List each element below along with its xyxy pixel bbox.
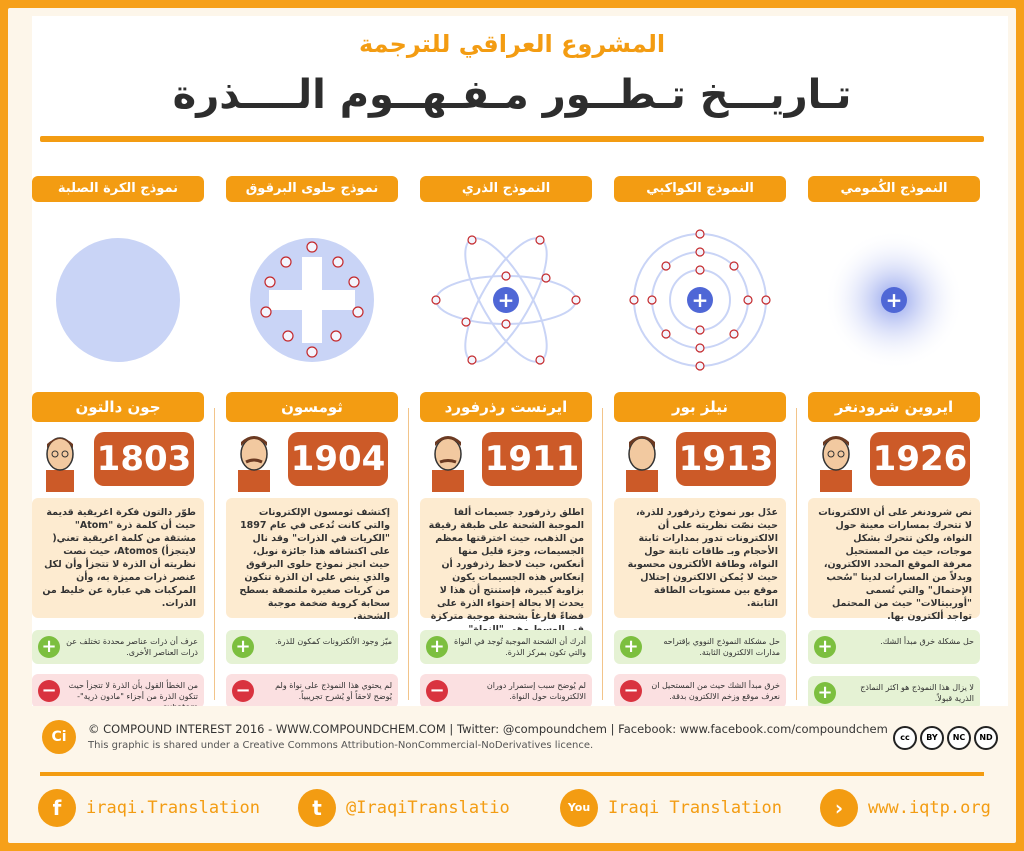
column-divider [602,408,603,700]
solid-sphere-diagram [32,202,204,392]
advantage-box: + عرف أن ذرات عناصر محددة تختلف عن ذرات العناصر الأخرى. [32,630,204,664]
page-title: تـاريـــخ تـطــور مـفـهــوم الــــذرة [172,72,852,118]
year-badge: 1803 [94,432,194,486]
thomson-portrait-icon [232,432,276,492]
scientist-name: جون دالتون [32,392,204,422]
credit-bar [32,706,1008,768]
year-badge: 1913 [676,432,776,486]
plus-icon: + [814,682,836,704]
cc-nd-icon: ND [974,726,998,750]
column-divider [408,408,409,700]
facebook-icon: f [38,789,76,827]
header-subtitle: المشروع العراقي للترجمة [358,30,666,58]
cc-nc-icon: NC [947,726,971,750]
scientist-name: نيلز بور [614,392,786,422]
scientist-name: ايرنست رذرفورد [420,392,592,422]
page-frame [8,8,1016,843]
advantage-box: + لا يزال هذا النموذج هو اكثر النماذج الذرية قبولاً. [808,676,980,710]
advantage-box: + حل مشكلة النموذج النووي بإقتراحه مدارات الالكترون الثابتة. [614,630,786,664]
planetary-model-diagram [614,202,786,392]
model-column-rutherford [420,176,592,708]
plus-icon: + [426,636,448,658]
website-link[interactable]: › www.iqtp.org [820,786,991,830]
svg-text:+: + [497,288,515,312]
model-label: نموذج الكرة الصلبة [32,176,204,202]
model-label: النموذج الكواكبي [614,176,786,202]
svg-text:+: + [691,288,709,312]
scientist-name: ايروين شرودنغر [808,392,980,422]
plus-icon: + [232,636,254,658]
dalton-portrait-icon [38,432,82,492]
limitation-box: − من الخطأ القول بأن الذرة لا تتجزأ حيث تتكون الذرة من أجزاء "مادون ذرية"- [32,674,204,708]
header-divider [40,136,984,142]
plum-pudding-diagram [226,202,398,392]
facebook-link[interactable]: f iraqi.Translation [38,786,260,830]
advantage-box: + ميّز وجود الألكترونات كمكون للذرة. [226,630,398,664]
year-badge: 1904 [288,432,388,486]
year-badge: 1926 [870,432,970,486]
minus-icon: − [232,680,254,702]
limitation-box: − لم يُوضح سبب إستمرار دوران الالكترونات حول النواة. [420,674,592,708]
model-description: إكتشف ثومسون الإلكترونات والتي كانت تُدعى في عام 1897 "الكريات في الذرات" وقد نال على اكتشافه هذا جائزة نوبل، حيث انجز نموذج حلوى البرقوق والذي ينص على ان الذرة تتكون من كريات صغيرة ملتصقة بسطح سحابة كروية ضخمة موجبة الشحنة. [226,498,398,618]
licence-line: This graphic is shared under a Creative Commons Attribution-NonCommercial-NoDerivatives licence. [88,740,594,751]
model-description: طوّر دالتون فكرة اغريقية قديمة حيث أن كلمة ذرة "Atom" مشتقة من كلمة اغريقية تعني( لايتجزأ) Atomos، حيث نصت نظريته أن الذرة لا تتجزأ وأن لكل عنصر ذرات مميزة به، وأن المركبات هي عبارة عن خليط من الذرات. [32,498,204,618]
bohr-portrait-icon [620,432,664,492]
plus-icon: + [620,636,642,658]
advantage-box: + أدرك أن الشحنة الموجبة تُوجد في النواة والتي تكون بمركز الذرة. [420,630,592,664]
column-divider [796,408,797,700]
youtube-icon: You [560,789,598,827]
year-badge: 1911 [482,432,582,486]
model-label: النموذج الذري [420,176,592,202]
limitation-box: − خرق مبدأ الشك حيث من المستحيل ان نعرف موقع وزخم الالكترون بدقة. [614,674,786,708]
plus-icon: + [38,636,60,658]
minus-icon: − [620,680,642,702]
svg-text:+: + [885,288,903,312]
rutherford-portrait-icon [426,432,470,492]
footer-divider [40,772,984,776]
twitter-icon: t [298,789,336,827]
model-description: اطلق رذرفورد جسيمات ألفا الموجبة الشحنة على طبقة رقيقة من الذهب، حيث اخترقتها معظم الجسيمات، وجزء قليل منها أنعكس، حيث لاحظ رذرفورد أن إنعكاس هذه الجسيمات يكون بزاوية كبيرة، فإستنتج أن هذا لا يحدث إلا بحالة إحتواء الذرة على فضاءً فارغاً بشحنة موجبة متركزة [420,498,592,618]
compound-interest-logo: Ci [42,720,76,754]
model-column-thomson [226,176,398,708]
plus-icon: + [814,636,836,658]
youtube-link[interactable]: You Iraqi Translation [560,786,782,830]
creative-commons-badges [893,726,998,750]
limitation-box: − لم يحتوي هذا النموذج على نواة ولم يُوضح لاحقاً أو يُشرح تجريبياً. [226,674,398,708]
model-description: نص شرودنغر على أن الالكترونات لا تتحرك بمسارات معينة حول النواة، ولكن تتحرك بشكل موجات، حيث من المستحيل معرفة الموقع المحدد الالكترون، وبدلاً من المسارات لدينا "سُحب الإحتمال" والتي تُسمى "أوربيتالات" حيث من المحتمل تواجد ألكترون بها. [808,498,980,618]
arrow-right-icon: › [820,789,858,827]
cc-by-icon: BY [920,726,944,750]
model-column-dalton [32,176,204,708]
twitter-link[interactable]: t @IraqiTranslatio [298,786,510,830]
model-label: نموذج حلوى البرقوق [226,176,398,202]
advantage-box: + حل مشكلة خرق مبدأ الشك. [808,630,980,664]
minus-icon: − [426,680,448,702]
model-column-bohr [614,176,786,708]
nuclear-model-diagram [420,202,592,392]
model-column-schrodinger [808,176,980,710]
column-divider [214,408,215,700]
schrodinger-portrait-icon [814,432,858,492]
quantum-model-diagram [808,202,980,392]
credit-line: © COMPOUND INTEREST 2016 - WWW.COMPOUNDCHEM.COM | Twitter: @compoundchem | Facebook: www.facebook.com/compoundchem [88,722,888,736]
scientist-name: ثومسون [226,392,398,422]
cc-icon: cc [893,726,917,750]
minus-icon: − [38,680,60,702]
model-label: النموذج الكُمومي [808,176,980,202]
model-description: عدّل بور نموذج رذرفورد للذرة، حيث نصّت نظريته على أن الالكترونات تدور بمدارات ثابتة الأحجام وبـ طاقات ثابتة حول النواة، وطاقة الألكترون محسوبة حيث لا يُمكن الالكترون إحتلال موقع بين مستويات الطاقة الثابتة. [614,498,786,618]
